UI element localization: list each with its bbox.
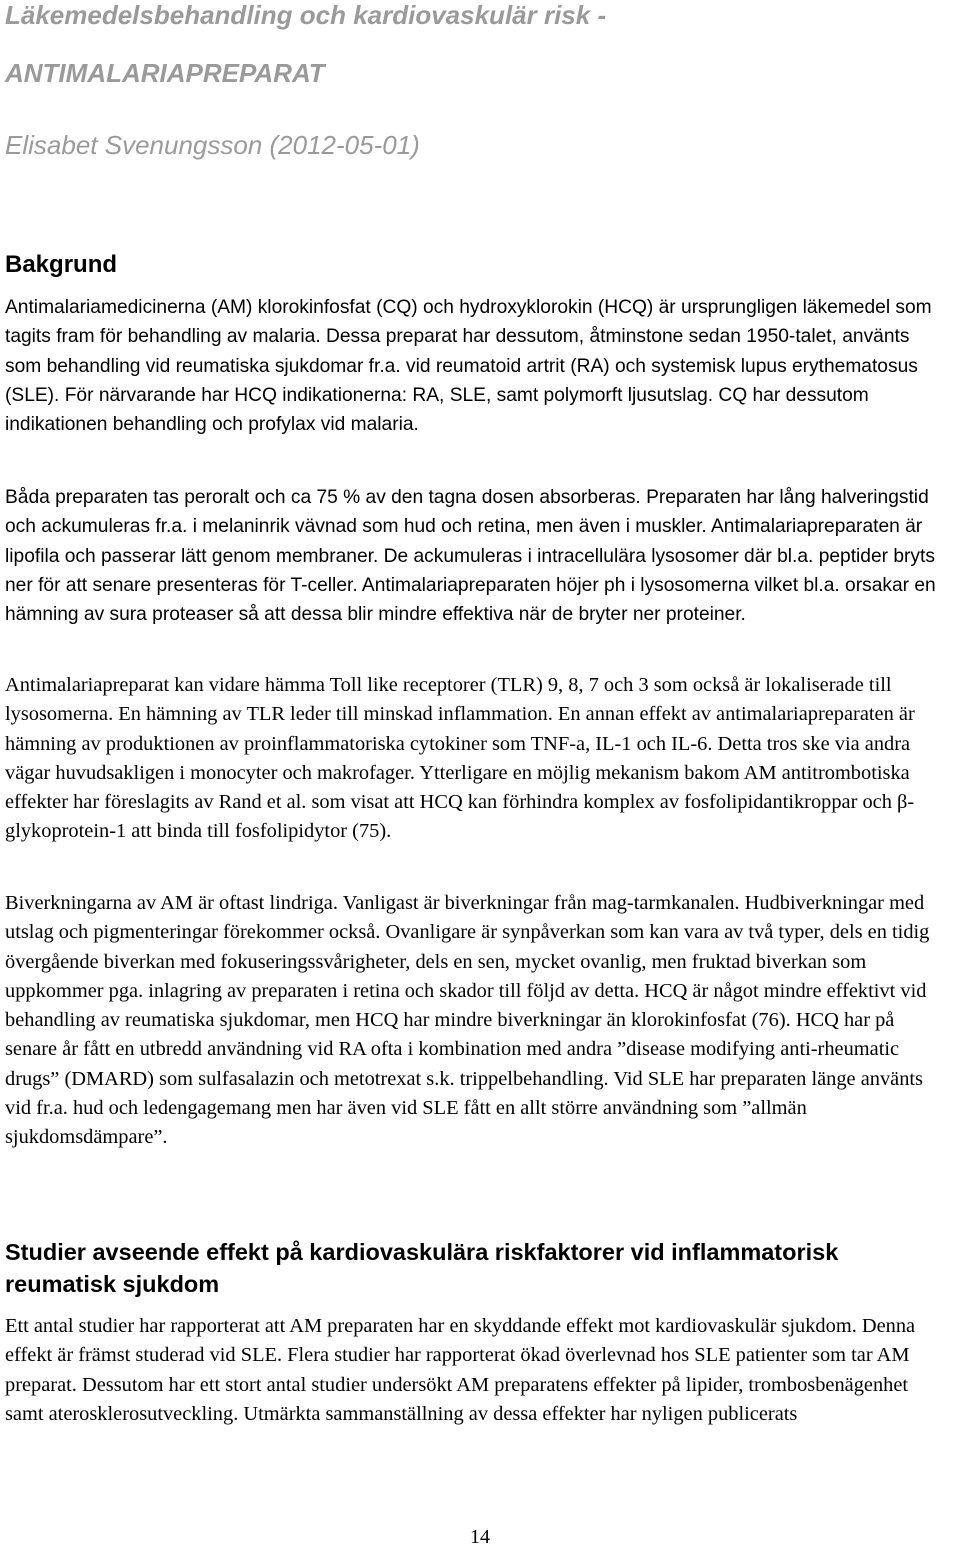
- background-paragraph-4: Biverkningarna av AM är oftast lindriga. Vanligast är biverkningar från mag-tarmkanalen. Hudbiverkningar med utslag och pigmenteringar förekommer också. Ovanligare är synpåverkan som kan vara av två typer, dels en tidig övergående biverkan med fokuseringssvårigheter, dels en sen, mycket ovanlig, men fruktad biverkan som uppkommer pga. inlagring av preparaten i retina och skador till följd av detta. HCQ är något mindre effektivt vid behandling av reumatiska sjukdomar, men HCQ har mindre biverkningar än klorokinfosfat (76). HCQ har på senare år fått en utbredd användning vid RA ofta i kombination med andra ”disease modifying anti-rheumatic drugs” (DMARD) som sulfasalazin och metotrexat s.k. trippelbehandling. Vid SLE har preparaten länge använts vid fr.a. hud och ledengagemang men har även vid SLE fått en allt större användning som ”allmän sjukdomsdämpare”.: [5, 892, 930, 1149]
- section-heading-background: Bakgrund: [5, 251, 118, 278]
- page-number: 14: [470, 1526, 490, 1548]
- background-paragraph-2: Båda preparaten tas peroralt och ca 75 % av den tagna dosen absorberas. Preparaten har lång halveringstid och ackumuleras fr.a. i melaninrik vävnad som hud och retina, men även i muskler. Antimalariapreparaten är lipofila och passerar lätt genom membraner. De ackumuleras i intracellulära lysosomer där bl.a. peptider bryts ner för att senare presenteras för T-celler. Antimalariapreparaten höjer ph i lysosomerna vilket bl.a. orsakar en hämning av sura proteaser så att dessa blir mindre effektiva när de bryter ner proteiner.: [5, 487, 936, 626]
- background-paragraph-3: Antimalariapreparat kan vidare hämma Toll like receptorer (TLR) 9, 8, 7 och 3 som också är lokaliserade till lysosomerna. En hämning av TLR leder till minskad inflammation. En annan effekt av antimalariapreparaten är hämning av produktionen av proinflammatoriska cytokiner som TNF-a, IL-1 och IL-6. Detta tros ske via andra vägar huvudsakligen i monocyter och makrofager. Ytterligare en möjlig mekanism bakom AM antitrombotiska effekter har föreslagits av Rand et al. som visat att HCQ kan förhindra komplex av fosfolipidantikroppar och β-glykoprotein-1 att binda till fosfolipidytor (75).: [5, 674, 915, 843]
- document-title-line2: ANTIMALARIAPREPARAT: [5, 58, 325, 88]
- document-title-line1: Läkemedelsbehandling och kardiovaskulär risk -: [5, 0, 607, 30]
- studies-paragraph-1: Ett antal studier har rapporterat att AM preparaten har en skyddande effekt mot kardiovaskulär sjukdom. Denna effekt är främst studerad vid SLE. Flera studier har rapporterat ökad överlevnad hos SLE patienter som tar AM preparat. Dessutom har ett stort antal studier undersökt AM preparatens effekter på lipider, trombosbenägenhet samt aterosklerosutveckling. Utmärkta sammanställning av dessa effekter har nyligen publicerats: [5, 1315, 916, 1425]
- author-date-line: Elisabet Svenungsson (2012-05-01): [5, 130, 420, 160]
- background-paragraph-1: Antimalariamedicinerna (AM) klorokinfosfat (CQ) och hydroxyklorokin (HCQ) är ursprungligen läkemedel som tagits fram för behandling av malaria. Dessa preparat har dessutom, åtminstone sedan 1950-talet, använts som behandling vid reumatiska sjukdomar fr.a. vid reumatoid artrit (RA) och systemisk lupus erythematosus (SLE). För närvarande har HCQ indikationerna: RA, SLE, samt polymorft ljusutslag. CQ har dessutom indikationen behandling och profylax vid malaria.: [5, 297, 932, 436]
- section-heading-studies: Studier avseende effekt på kardiovaskulära riskfaktorer vid inflammatorisk reumatisk sjukdom: [5, 1239, 839, 1297]
